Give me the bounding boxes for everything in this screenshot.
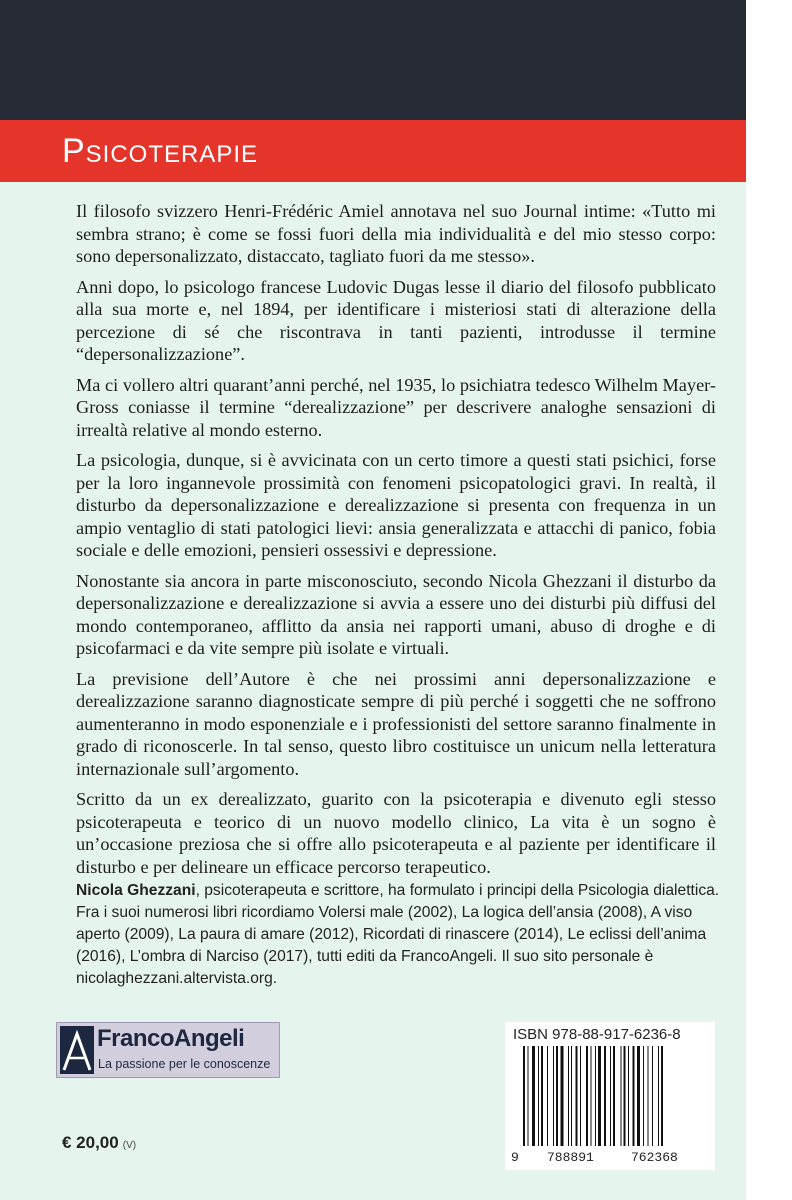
barcode-bar <box>571 1046 572 1146</box>
barcode-bar <box>633 1046 635 1146</box>
barcode-digit-lead: 9 <box>511 1150 519 1165</box>
barcode-bar <box>586 1046 588 1146</box>
barcode-bar <box>661 1046 663 1146</box>
barcode-digits-left: 788891 <box>547 1150 594 1165</box>
blurb-paragraph-3: Ma ci vollero altri quarant’anni perché, nel 1935, lo psichiatra tedesco Wilhelm Mayer-Gross coniasse il termine “derealizzazione” per descrivere analoghe sensazioni di irrealtà relative al mondo esterno. <box>76 374 716 440</box>
barcode-bar <box>553 1046 554 1146</box>
barcode-bar <box>621 1046 622 1146</box>
blurb-paragraph-7: Scritto da un ex derealizzato, guarito con la psicoterapia e divenuto egli stesso psicoterapeuta e teorico di un nuovo modello clinico, La vita è un sogno è un’occasione preziosa che si offre allo psicoterapeuta e al paziente per identificare il disturbo e per delineare un efficace percorso terapeutico. <box>76 789 716 877</box>
barcode-bar <box>643 1046 644 1146</box>
publisher-tagline: La passione per le conoscenze <box>98 1057 271 1071</box>
barcode-bar <box>580 1046 581 1146</box>
publisher-mark-icon <box>60 1026 94 1074</box>
barcode-bar <box>658 1046 659 1146</box>
price <box>62 1133 136 1153</box>
author-bio <box>76 880 726 990</box>
barcode-bar <box>598 1046 601 1146</box>
blurb-paragraph-5: Nonostante sia ancora in parte misconosciuto, secondo Nicola Ghezzani il disturbo da depersonalizzazione e derealizzazione si avvia a essere uno dei disturbi più diffusi del mondo contemporaneo, afflitto da ansia nei rapporti umani, abuso di droghe e di psicofarmaci e da vite sempre più isolate e virtuali. <box>76 570 716 658</box>
top-dark-band <box>0 0 746 120</box>
author-bio-text: , psicoterapeuta e scrittore, ha formulato i principi della Psicologia dialettica. Fra i suoi numerosi libri ricordiamo Volersi male (2002), La logica dell’ansia (2008), A viso aperto (2009), La paura di amare (2012), Ricordati di rinascere (2014), Le eclissi dell’anima (2016), L’ombra di Narciso (2017), tutti editi da FrancoAngeli. Il suo sito personale è nicolaghezzani.altervista.org. <box>76 882 720 987</box>
barcode-bar <box>628 1046 629 1146</box>
barcode <box>523 1046 705 1146</box>
blurb-paragraph-4: La psicologia, dunque, si è avvicinata con un certo timore a questi stati psichici, forse per la loro ingannevole prossimità con fenomeni psicopatologici gravi. In realtà, il disturbo da depersonalizzazione e derealizzazione si presenta con frequenza in un ampio ventaglio di stati patologici lievi: ansia generalizzata e attacchi di panico, fobia sociale e delle emozioni, pensieri ossessivi e depressione. <box>76 450 716 560</box>
barcode-bar <box>561 1046 564 1146</box>
barcode-bar <box>547 1046 548 1146</box>
barcode-bar <box>568 1046 569 1146</box>
barcode-bar <box>523 1046 525 1146</box>
publisher-logo <box>56 1022 280 1078</box>
barcode-bar <box>604 1046 606 1146</box>
barcode-bar <box>648 1046 649 1146</box>
author-name: Nicola Ghezzani <box>76 882 196 899</box>
isbn-barcode-area <box>505 1022 715 1170</box>
barcode-bar <box>576 1046 578 1146</box>
blurb-paragraph-1: Il filosofo svizzero Henri-Frédéric Amiel annotava nel suo Journal intime: «Tutto mi sembra strano; è come se fossi fuori della mia individualità e del mio stesso corpo: sono depersonalizzato, distaccato, tagliato fuori da me stesso». <box>76 201 716 266</box>
price-amount: € 20,00 <box>62 1133 119 1152</box>
blurb <box>76 200 716 886</box>
isbn-label: ISBN 978-88-917-6236-8 <box>513 1026 681 1043</box>
barcode-bar <box>541 1046 543 1146</box>
price-code: (V) <box>122 1140 137 1151</box>
barcode-bar <box>528 1046 529 1146</box>
barcode-bar <box>613 1046 615 1146</box>
publisher-name: FrancoAngeli <box>97 1025 245 1052</box>
barcode-bar <box>556 1046 558 1146</box>
barcode-bar <box>652 1046 653 1146</box>
barcode-bar <box>591 1046 592 1146</box>
barcode-bar <box>532 1046 535 1146</box>
barcode-digits-right: 762368 <box>631 1150 678 1165</box>
barcode-bar <box>538 1046 539 1146</box>
barcode-bar <box>595 1046 596 1146</box>
barcode-bar <box>637 1046 640 1146</box>
barcode-bar <box>624 1046 626 1146</box>
blurb-paragraph-2: Anni dopo, lo psicologo francese Ludovic Dugas lesse il diario del filosofo pubblicato alla sua morte e, nel 1894, per identificare i misteriosi stati di alterazione della percezione di sé che riscontrava in tanti pazienti, introdusse il termine “depersonalizzazione”. <box>76 276 716 364</box>
page-margin <box>746 0 792 1200</box>
series-title: Psicoterapie <box>62 132 259 170</box>
barcode-bar <box>610 1046 611 1146</box>
blurb-paragraph-6: La previsione dell’Autore è che nei prossimi anni depersonalizzazione e derealizzazione saranno diagnosticate sempre di più perché i soggetti che ne soffrono aumenteranno in modo esponenziale e i professionisti del settore saranno finalmente in grado di riconoscerle. In tal senso, questo libro costituisce un unicum nella letteratura internazionale sull’argomento. <box>76 668 716 779</box>
